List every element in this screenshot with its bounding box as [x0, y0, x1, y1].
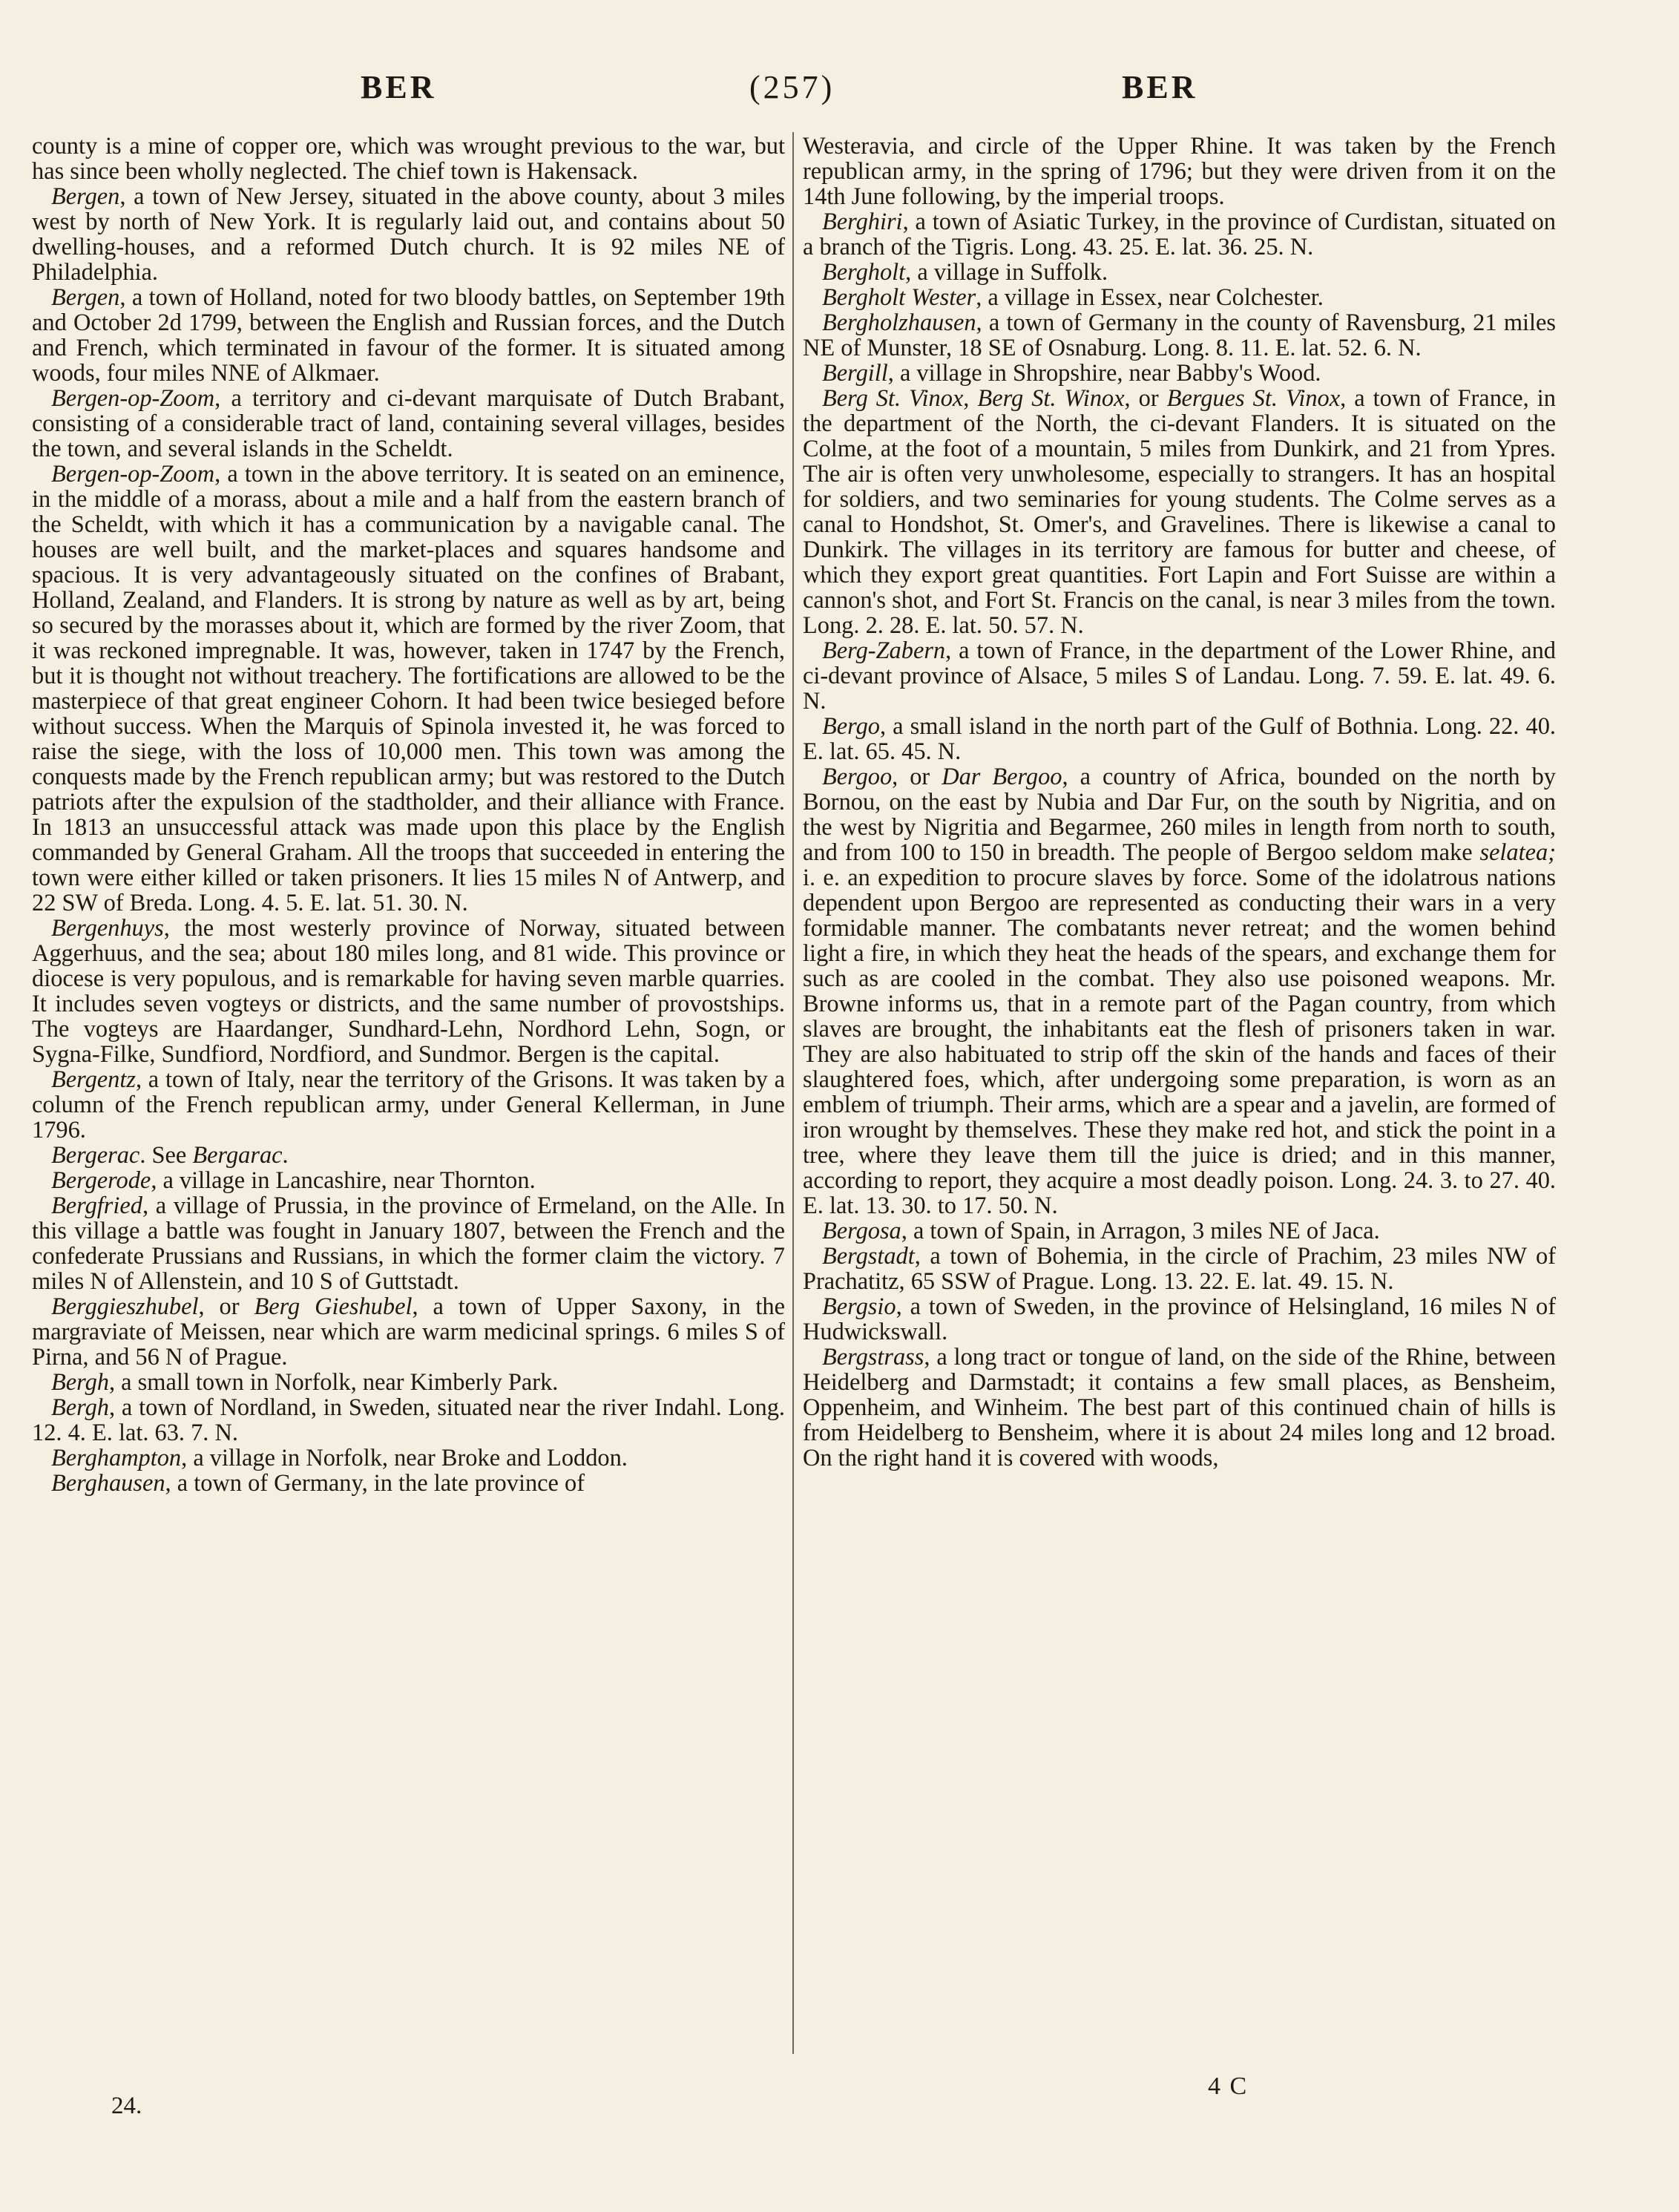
entry-text: , a town of Bohemia, in the circle of Prachim, 23 miles NW of Prachatitz, 65 SSW of Prague. Long. 13. 22. E. lat. 49. 15. N. [803, 1243, 1556, 1295]
entry-headword: Bergen-op-Zoom [51, 385, 215, 412]
entry-paragraph [32, 462, 785, 916]
entry-headword: Bergholt Wester [822, 284, 976, 311]
entry-text: , a country of Africa, bounded on the north by Bornou, on the east by Nubia and Dar Fur, on the south by Nigritia, and on the west by Nigritia and Begarmee, 260 miles in length from north to south, and from 100 to 150 in breadth. The people of Bergoo seldom make [803, 764, 1556, 866]
signature-mark: 4 C [1208, 2072, 1249, 2100]
header-right-word: BER [1122, 69, 1198, 105]
entry-paragraph [803, 285, 1556, 310]
entry-paragraph [32, 916, 785, 1067]
entry-paragraph [803, 386, 1556, 638]
entry-headword: Berghiri [822, 209, 903, 235]
entry-headword: Bergen [51, 183, 120, 210]
entry-headword: Bergholt [822, 259, 906, 286]
entry-headword: Bergstadt [822, 1243, 915, 1270]
entry-headword: Dar Bergoo [942, 764, 1062, 790]
entry-text: , a town of Sweden, in the province of Helsingland, 16 miles N of Hudwickswall. [803, 1293, 1556, 1345]
entry-text: , a town of Germany in the county of Ravensburg, 21 miles NE of Munster, 18 SE of Osnaburg. Long. 8. 11. E. lat. 52. 6. N. [803, 309, 1556, 361]
entry-text: , a territory and ci-devant marquisate of Dutch Brabant, consisting of a considerable tract of land, containing several villages, besides the town, and several islands in the Scheldt. [32, 385, 785, 462]
entry-text: , a town of Nordland, in Sweden, situated near the river Indahl. Long. 12. 4. E. lat. 63. 7. N. [32, 1394, 785, 1446]
entry-text: , a village in Lancashire, near Thornton. [151, 1167, 536, 1194]
entry-text: , a long tract or tongue of land, on the side of the Rhine, between Heidelberg and Darmstadt; it contains a few small places, as Bensheim, Oppenheim, and Winheim. The best part of this continued chain of hills is from Heidelberg to Bensheim, where it is about 24 miles long and 12 broad. On the right hand it is covered with woods, [803, 1344, 1556, 1471]
entry-headword: Bergh [51, 1369, 109, 1396]
entry-headword: Bergarac [192, 1142, 283, 1169]
entry-headword: Bergerac [51, 1142, 140, 1169]
entry-text: , a village in Norfolk, near Broke and Loddon. [181, 1445, 628, 1471]
entry-headword: Bergosa [822, 1218, 901, 1244]
entry-headword: Bergentz [51, 1066, 136, 1093]
entry-headword: Bergsio [822, 1293, 896, 1320]
entry-headword: Bergenhuys [51, 915, 164, 942]
entry-paragraph [803, 764, 1556, 1218]
entry-paragraph [32, 184, 785, 285]
entry-text: , a town of Asiatic Turkey, in the province of Curdistan, situated on a branch of the Tigris. Long. 43. 25. E. lat. 36. 25. N. [803, 209, 1556, 260]
right-column [803, 134, 1556, 1471]
entry-headword: Bergfried [51, 1192, 142, 1219]
entry-paragraph [32, 134, 785, 184]
entry-headword: Bergholzhausen [822, 309, 976, 336]
entry-headword: Bergo [822, 713, 880, 740]
entry-paragraph [803, 260, 1556, 285]
entry-text: , a town of Germany, in the late province of [165, 1470, 585, 1497]
entry-text: i. e. an expedition to procure slaves by force. Some of the idolatrous nations dependent upon Bergoo are represented as conducting their wars in a very formidable manner. The combatants never retreat; and the women behind light a fire, in which they heat the heads of the spears, and exchange them for such as are cooled in the combat. They also use poisoned weapons. Mr. Browne informs us, that in a remote part of the Pagan country, from which slaves are brought, the inhabitants eat the flesh of prisoners taken in war. They are also habituated to strip off the skin of the hands and faces of their slaughtered foes, which, after undergoing some preparation, is worn as an emblem of triumph. Their arms, which are a spear and a javelin, are formed of iron wrought by themselves. These they make red hot, and stick the point in a tree, where they leave them till the juice is dried; and in this manner, according to report, they acquire a most deadly poison. Long. 24. 3. to 27. 40. E. lat. 13. 30. to 17. 50. N. [803, 864, 1556, 1219]
entry-text: , a town of New Jersey, situated in the above county, about 3 miles west by north of New York. It is regularly laid out, and contains about 50 dwelling-houses, and a reformed Dutch church. It is 92 miles NE of Philadelphia. [32, 183, 785, 286]
entry-text: . [282, 1142, 289, 1169]
entry-paragraph [32, 1067, 785, 1143]
entry-text: , or [198, 1293, 254, 1320]
entry-headword: Bergill [822, 360, 888, 387]
entry-paragraph [32, 1370, 785, 1395]
entry-text: , a town of France, in the department of the North, the ci-devant Flanders. It is situated on the Colme, at the foot of a mountain, 5 miles from Dunkirk, and 21 from Ypres. The air is often very unwholesome, especially to strangers. It has an hospital for soldiers, and two seminaries for young students. The Colme serves as a canal to Hondshot, St. Omer's, and Gravelines. There is likewise a canal to Dunkirk. The villages in its territory are famous for butter and cheese, of which they export great quantities. Fort Lapin and Fort Suisse are within a cannon's shot, and Fort St. Francis on the canal, is near 3 miles from the town. Long. 2. 28. E. lat. 50. 57. N. [803, 385, 1556, 639]
entry-paragraph [32, 1168, 785, 1193]
entry-text: county is a mine of copper ore, which was wrought previous to the war, but has since been wholly neglected. The chief town is Hakensack. [32, 133, 785, 185]
entry-text: , a town of France, in the department of the Lower Rhine, and ci-devant province of Alsace, 5 miles S of Landau. Long. 7. 59. E. lat. 49. 6. N. [803, 637, 1556, 715]
entry-headword: Berghausen [51, 1470, 165, 1497]
entry-paragraph [803, 361, 1556, 386]
catchword: 24. [111, 2093, 142, 2119]
entry-headword: Berggieszhubel [51, 1293, 199, 1320]
entry-headword: Berg St. Winox [977, 385, 1125, 412]
entry-text: Westeravia, and circle of the Upper Rhine. It was taken by the French republican army, in the spring of 1796; but they were driven from it on the 14th June following, by the imperial troops. [803, 133, 1556, 210]
entry-paragraph [803, 310, 1556, 361]
left-column [32, 134, 785, 1496]
entry-paragraph [32, 386, 785, 462]
entry-paragraph [803, 714, 1556, 764]
entry-text: , a village in Suffolk. [905, 259, 1108, 286]
entry-headword: Berghampton [51, 1445, 182, 1471]
entry-paragraph [803, 1218, 1556, 1244]
entry-text: . See [139, 1142, 193, 1169]
entry-text: , a town in the above territory. It is seated on an eminence, in the middle of a morass, about a mile and a half from the eastern branch of the Scheldt, with which it has a communication by a navigable canal. The houses are well built, and the market-places and squares handsome and spacious. It is very advantageously situated on the confines of Brabant, Holland, Zealand, and Flanders. It is strong by nature as well as by art, being so secured by the morasses about it, which are formed by the river Zoom, that it was reckoned impregnable. It was, however, taken in 1747 by the French, but it is thought not without treachery. The fortifications are allowed to be the masterpiece of that great engineer Cohorn. It had been twice besieged before without success. When the Marquis of Spinola invested it, he was forced to raise the siege, with the loss of 10,000 men. This town was among the conquests made by the French republican army; but was restored to the Dutch patriots after the expulsion of the stadtholder, and their alliance with France. In 1813 an unsuccessful attack was made upon this place by the English commanded by General Graham. All the troops that succeeded in entering the town were either killed or taken prisoners. It lies 15 miles N of Antwerp, and 22 SW of Breda. Long. 4. 5. E. lat. 51. 30. N. [32, 461, 785, 916]
entry-text: , a town of Italy, near the territory of the Grisons. It was taken by a column of the French republican army, under General Kellerman, in June 1796. [32, 1066, 785, 1143]
entry-text: , or [1124, 385, 1167, 412]
entry-headword: Bergerode [51, 1167, 151, 1194]
entry-headword: Bergen-op-Zoom [51, 461, 215, 488]
entry-text: , a town of Upper Saxony, in the margraviate of Meissen, near which are warm medicinal springs. 6 miles S of Pirna, and 56 N of Prague. [32, 1293, 785, 1371]
entry-paragraph [32, 1143, 785, 1168]
entry-headword: Berg-Zabern [822, 637, 946, 664]
entry-paragraph [32, 1445, 785, 1471]
entry-headword: Bergh [51, 1394, 109, 1421]
entry-paragraph [803, 209, 1556, 260]
entry-headword: Berg Gieshubel [254, 1293, 413, 1320]
entry-text: , a village in Shropshire, near Babby's Wood. [887, 360, 1321, 387]
entry-paragraph [803, 1244, 1556, 1294]
entry-text: , a small town in Norfolk, near Kimberly Park. [108, 1369, 559, 1396]
entry-paragraph [32, 1193, 785, 1294]
entry-paragraph [32, 1471, 785, 1496]
entry-paragraph [32, 1395, 785, 1445]
entry-text: , [963, 385, 978, 412]
entry-paragraph [803, 1345, 1556, 1471]
entry-headword: Berg St. Vinox [822, 385, 964, 412]
entry-headword: Bergues St. Vinox [1166, 385, 1341, 412]
entry-text: , the most westerly province of Norway, situated between Aggerhuus, and the sea; about 180 miles long, and 81 wide. This province or diocese is very populous, and is remarkable for having seven marble quarries. It includes seven vogteys or districts, and the same number of provostships. The vogteys are Haardanger, Sundhard-Lehn, Nordhord Lehn, Sogn, or Sygna-Filke, Sundfiord, Nordfiord, and Sundmor. Bergen is the capital. [32, 915, 785, 1068]
entry-headword: Bergoo [822, 764, 893, 790]
entry-text: , a village of Prussia, in the province of Ermeland, on the Alle. In this village a battle was fought in January 1807, between the French and the confederate Prussians and Russians, in which the former claim the victory. 7 miles N of Allenstein, and 10 S of Guttstadt. [32, 1192, 785, 1295]
entry-paragraph [32, 1294, 785, 1370]
entry-text: , a village in Essex, near Colchester. [976, 284, 1324, 311]
entry-text: , a small island in the north part of the Gulf of Bothnia. Long. 22. 40. E. lat. 65. 45. N. [803, 713, 1556, 765]
header-left-word: BER [361, 69, 437, 105]
entry-headword: Bergen [51, 284, 120, 311]
page-number: (257) [749, 69, 835, 105]
entry-headword: selatea; [1479, 839, 1556, 866]
entry-paragraph [803, 134, 1556, 209]
entry-text: , or [892, 764, 942, 790]
entry-paragraph [803, 638, 1556, 714]
entry-paragraph [32, 285, 785, 386]
entry-text: , a town of Holland, noted for two bloody battles, on September 19th and October 2d 1799, between the English and Russian forces, and the Dutch and French, which terminated in favour of the former. It is situated among woods, four miles NNE of Alkmaer. [32, 284, 785, 387]
entry-paragraph [803, 1294, 1556, 1345]
entry-text: , a town of Spain, in Arragon, 3 miles NE of Jaca. [901, 1218, 1380, 1244]
column-divider [792, 132, 794, 2054]
entry-headword: Bergstrass [822, 1344, 924, 1371]
running-header [0, 68, 1679, 120]
